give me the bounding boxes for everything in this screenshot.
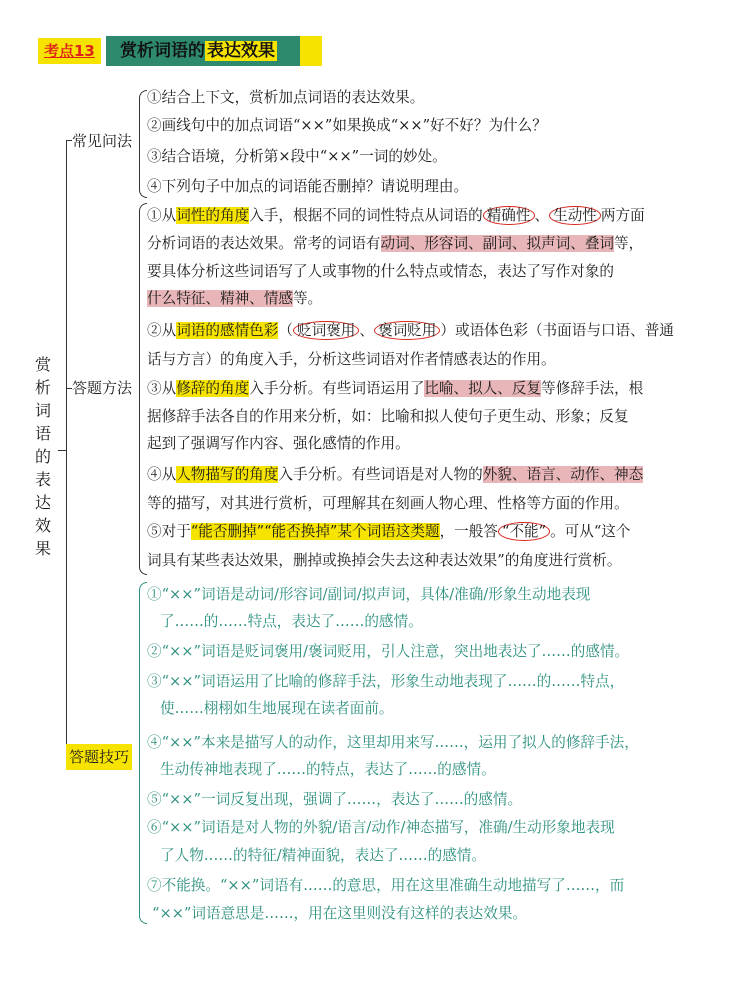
- pink-features: 什么特征、精神、情感: [147, 290, 293, 307]
- method-1-line-1: ①从词性的角度入手，根据不同的词性特点从词语的 精确性 、 生动性 两方面: [147, 207, 645, 224]
- tip-3-line-1: ③“××”词语运用了比喻的修辞手法，形象生动地表现了……的……特点，: [147, 673, 625, 690]
- tip-6-line-2: 了人物……的特征/精神面貌，表达了……的感情。: [160, 847, 486, 864]
- question-1: ①结合上下文，赏析加点词语的表达效果。: [147, 89, 425, 106]
- brace-questions: [139, 90, 147, 198]
- tip-6-line-1: ⑥“××”词语是对人物的外貌/语言/动作/神态描写，准确/生动形象地表现: [147, 819, 615, 836]
- category-answer-methods: 答题方法: [72, 379, 133, 397]
- tip-4-line-1: ④“××”本来是描写人的动作，这里却用来写……，运用了拟人的修辞手法，: [147, 734, 639, 751]
- method-5-line-2: 词具有某些表达效果，删掉或换掉会失去这种表达效果”的角度进行赏析。: [147, 552, 622, 569]
- highlight-word-class-angle: 词性的角度: [176, 207, 250, 224]
- brace-methods: [139, 203, 147, 575]
- highlight-emotional-color: 词语的感情色彩: [176, 322, 279, 339]
- method-4-line-2: 等的描写，对其进行赏析，可理解其在刻画人物心理、性格等方面的作用。: [147, 495, 629, 512]
- title-highlight: [300, 36, 322, 66]
- highlight-delete-replace: “能否删掉”“能否换掉”某个词语这类题: [190, 523, 440, 540]
- brace-tips: [139, 582, 147, 924]
- highlight-rhetoric-angle: 修辞的角度: [176, 380, 250, 397]
- method-1-line-3: 要具体分析这些词语写了人或事物的什么特点或情态，表达了写作对象的: [147, 263, 615, 280]
- category-common-questions: 常见问法: [72, 132, 133, 150]
- tip-5: ⑤“××”一词反复出现，强调了……，表达了……的感情。: [147, 791, 523, 808]
- tip-7-line-2: “××”词语意思是……，用在这里则没有这样的表达效果。: [152, 905, 528, 922]
- pink-word-types: 动词、形容词、副词、拟声词、叠词: [380, 235, 615, 252]
- tip-1-line-1: ①“××”词语是动词/形容词/副词/拟声词，具体/准确/形象生动地表现: [147, 586, 591, 603]
- method-1-line-4: 什么特征、精神、情感等。: [147, 290, 323, 307]
- method-2-line-1: ②从词语的感情色彩（ 贬词褒用 、 褒词贬用 ）或语体色彩（书面语与口语、普通: [147, 322, 674, 339]
- circled-derogatory-as-praise: 贬词褒用: [293, 321, 359, 340]
- main-tree-trunk: [66, 140, 67, 765]
- category-answer-tips: 答题技巧: [66, 744, 132, 770]
- method-3-line-2: 据修辞手法各自的作用来分析，如：比喻和拟人使句子更生动、形象；反复: [147, 408, 629, 425]
- method-5-line-1: ⑤对于“能否删掉”“能否换掉”某个词语这类题，一般答 “不能” 。可从“这个: [147, 523, 631, 540]
- tip-1-line-2: 了……的……特点，表达了……的感情。: [160, 613, 423, 630]
- tip-4-line-2: 生动传神地表现了……的特点，表达了……的感情。: [160, 761, 496, 778]
- highlight-character-angle: 人物描写的角度: [176, 466, 279, 483]
- tip-7-line-1: ⑦不能换。“××”词语有……的意思，用在这里准确生动地描写了……，而: [147, 877, 625, 894]
- circled-cannot: “不能”: [498, 522, 550, 541]
- tip-3-line-2: 使……栩栩如生地展现在读者面前。: [160, 700, 394, 717]
- tip-2: ②“××”词语是贬词褒用/褒词贬用，引人注意，突出地表达了……的感情。: [147, 643, 630, 660]
- method-4-line-1: ④从人物描写的角度入手分析。有些词语是对人物的外貌、语言、动作、神态: [147, 466, 644, 483]
- method-1-line-2: 分析词语的表达效果。常考的词语有动词、形容词、副词、拟声词、叠词等，: [147, 235, 644, 252]
- method-3-line-3: 起到了强调写作内容、强化感情的作用。: [147, 435, 410, 452]
- branch-main: [58, 450, 66, 451]
- circled-praise-as-derogatory: 褒词贬用: [374, 321, 440, 340]
- section-title: 赏析词语的 表达效果: [120, 41, 275, 61]
- pink-rhetoric-devices: 比喻、拟人、反复: [424, 380, 542, 397]
- question-4: ④下列句子中加点的词语能否删掉？请说明理由。: [147, 178, 469, 195]
- method-3-line-1: ③从修辞的角度入手分析。有些词语运用了比喻、拟人、反复等修辞手法，根: [147, 380, 644, 397]
- circled-precision: 精确性: [483, 206, 535, 225]
- question-3: ③结合语境，分析第×段中“××”一词的妙处。: [147, 148, 447, 165]
- pink-character-aspects: 外貌、语言、动作、神态: [482, 466, 644, 483]
- main-topic-vertical: 赏 析 词 语 的 表 达 效 果: [34, 355, 51, 558]
- circled-vividness: 生动性: [549, 206, 601, 225]
- question-2: ②画线句中的加点词语“××”如果换成“××”好不好？为什么？: [147, 117, 547, 134]
- method-2-line-2: 话与方言）的角度入手，分析这些词语对作者情感表达的作用。: [147, 351, 556, 368]
- topic-tag: 考点13: [38, 38, 101, 64]
